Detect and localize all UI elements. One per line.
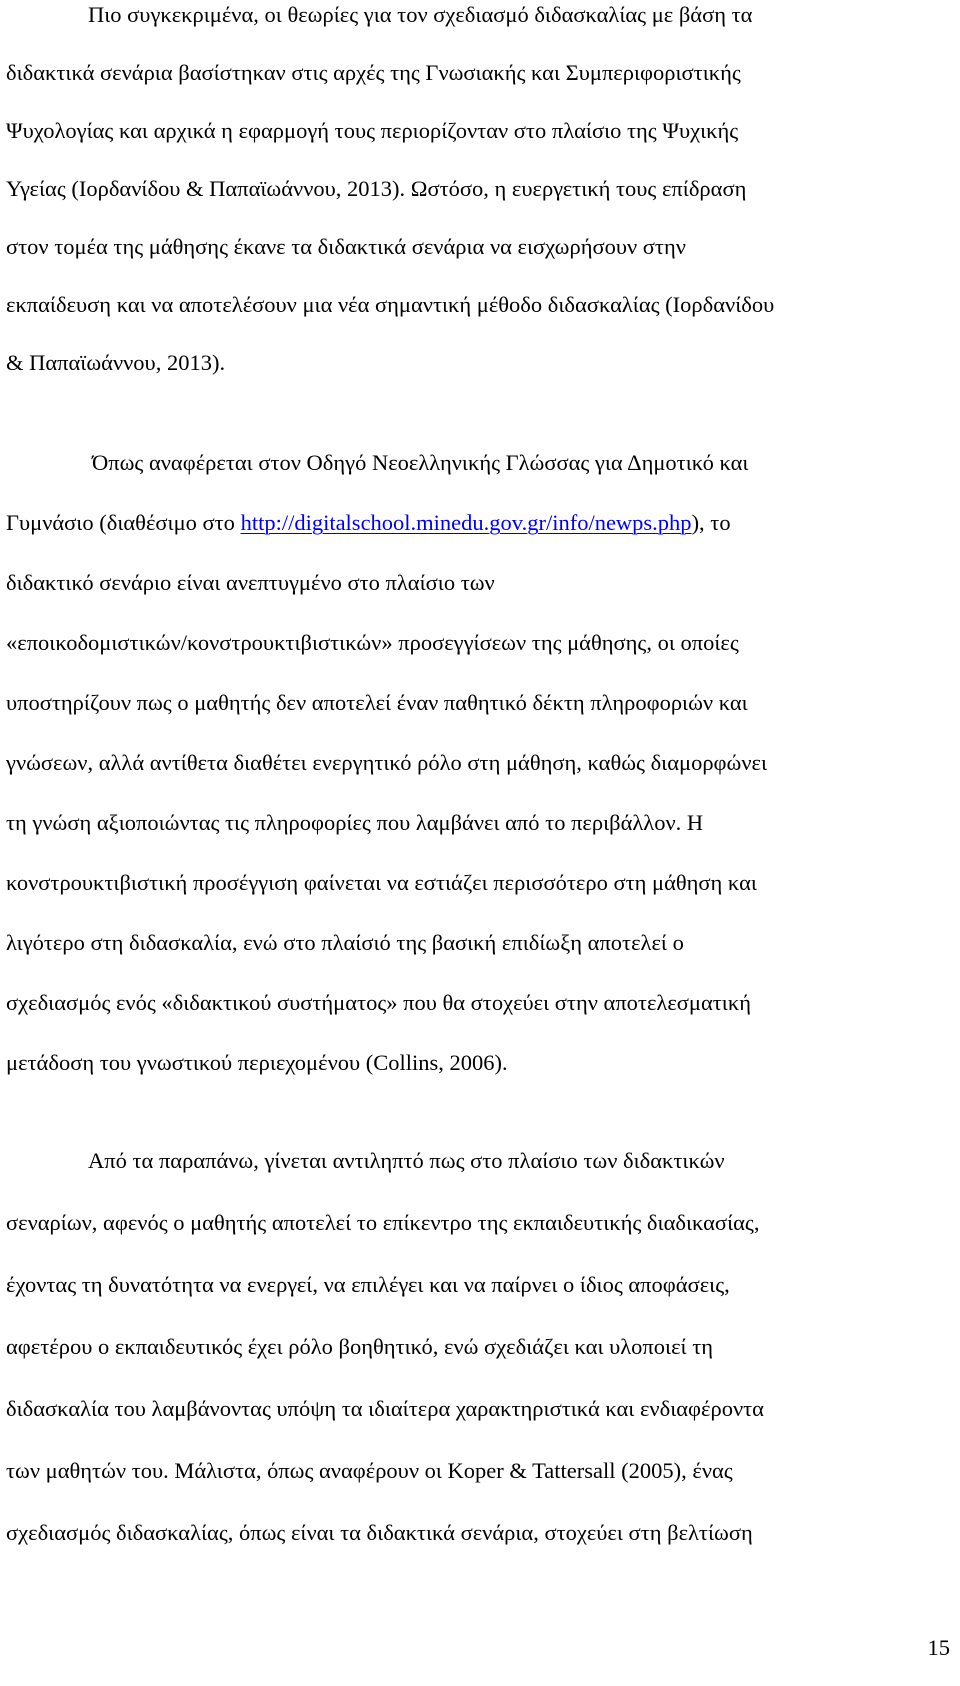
text-line: λιγότερο στη διδασκαλία, ενώ στο πλαίσιό της βασική επιδίωξη αποτελεί ο bbox=[6, 930, 684, 955]
text-line: & Παπαϊωάννου, 2013). bbox=[6, 350, 226, 375]
text-line: αφετέρου ο εκπαιδευτικός έχει ρόλο βοηθητικό, ενώ σχεδιάζει και υλοποιεί τη bbox=[6, 1334, 714, 1359]
text-segment: Γυμνάσιο (διαθέσιμο στο bbox=[6, 510, 241, 535]
text-line: Υγείας (Ιορδανίδου & Παπαϊωάννου, 2013). Ωστόσο, η ευεργετική τους επίδραση bbox=[6, 176, 747, 201]
text-line: στον τομέα της μάθησης έκανε τα διδακτικά σενάρια να εισχωρήσουν στην bbox=[6, 234, 686, 259]
text-line: τη γνώση αξιοποιώντας τις πληροφορίες που λαμβάνει από το περιβάλλον. Η bbox=[6, 810, 704, 835]
text-line: Πιο συγκεκριμένα, οι θεωρίες για τον σχεδιασμό διδασκαλίας με βάση τα bbox=[88, 2, 753, 27]
text-line: διδακτικά σενάρια βασίστηκαν στις αρχές της Γνωσιακής και Συμπεριφοριστικής bbox=[6, 60, 741, 85]
text-line: υποστηρίζουν πως ο μαθητής δεν αποτελεί έναν παθητικό δέκτη πληροφοριών και bbox=[6, 690, 748, 715]
text-line: των μαθητών του. Μάλιστα, όπως αναφέρουν οι Koper & Tattersall (2005), ένας bbox=[6, 1458, 733, 1483]
text-line: διδακτικό σενάριο είναι ανεπτυγμένο στο πλαίσιο των bbox=[6, 570, 495, 595]
text-line: μετάδοση του γνωστικού περιεχομένου (Collins, 2006). bbox=[6, 1050, 508, 1075]
text-line-with-link bbox=[6, 512, 731, 535]
text-line: διδασκαλία του λαμβάνοντας υπόψη τα ιδιαίτερα χαρακτηριστικά και ενδιαφέροντα bbox=[6, 1396, 764, 1421]
text-line: σεναρίων, αφενός ο μαθητής αποτελεί το επίκεντρο της εκπαιδευτικής διαδικασίας, bbox=[6, 1210, 760, 1235]
page-number: 15 bbox=[927, 1635, 950, 1660]
text-line: γνώσεων, αλλά αντίθετα διαθέτει ενεργητικό ρόλο στη μάθηση, καθώς διαμορφώνει bbox=[6, 750, 768, 775]
text-line: Όπως αναφέρεται στον Οδηγό Νεοελληνικής Γλώσσας για Δημοτικό και bbox=[92, 450, 749, 475]
text-line: σχεδιασμός διδασκαλίας, όπως είναι τα διδακτικά σενάρια, στοχεύει στη βελτίωση bbox=[6, 1520, 753, 1545]
text-line: Ψυχολογίας και αρχικά η εφαρμογή τους περιορίζονταν στο πλαίσιο της Ψυχικής bbox=[6, 118, 739, 143]
text-line: έχοντας τη δυνατότητα να ενεργεί, να επιλέγει και να παίρνει ο ίδιος αποφάσεις, bbox=[6, 1272, 730, 1297]
text-line: «εποικοδομιστικών/κονστρουκτιβιστικών» προσεγγίσεων της μάθησης, οι οποίες bbox=[6, 630, 739, 655]
digitalschool-link[interactable]: http://digitalschool.minedu.gov.gr/info/newps.php bbox=[240, 510, 692, 535]
text-line: κονστρουκτιβιστική προσέγγιση φαίνεται να εστιάζει περισσότερο στη μάθηση και bbox=[6, 870, 757, 895]
text-line: σχεδιασμός ενός «διδακτικού συστήματος» που θα στοχεύει στην αποτελεσματική bbox=[6, 990, 751, 1015]
text-line: εκπαίδευση και να αποτελέσουν μια νέα σημαντική μέθοδο διδασκαλίας (Ιορδανίδου bbox=[6, 292, 775, 317]
text-segment: ), το bbox=[691, 510, 731, 535]
text-line: Από τα παραπάνω, γίνεται αντιληπτό πως στο πλαίσιο των διδακτικών bbox=[88, 1148, 725, 1173]
